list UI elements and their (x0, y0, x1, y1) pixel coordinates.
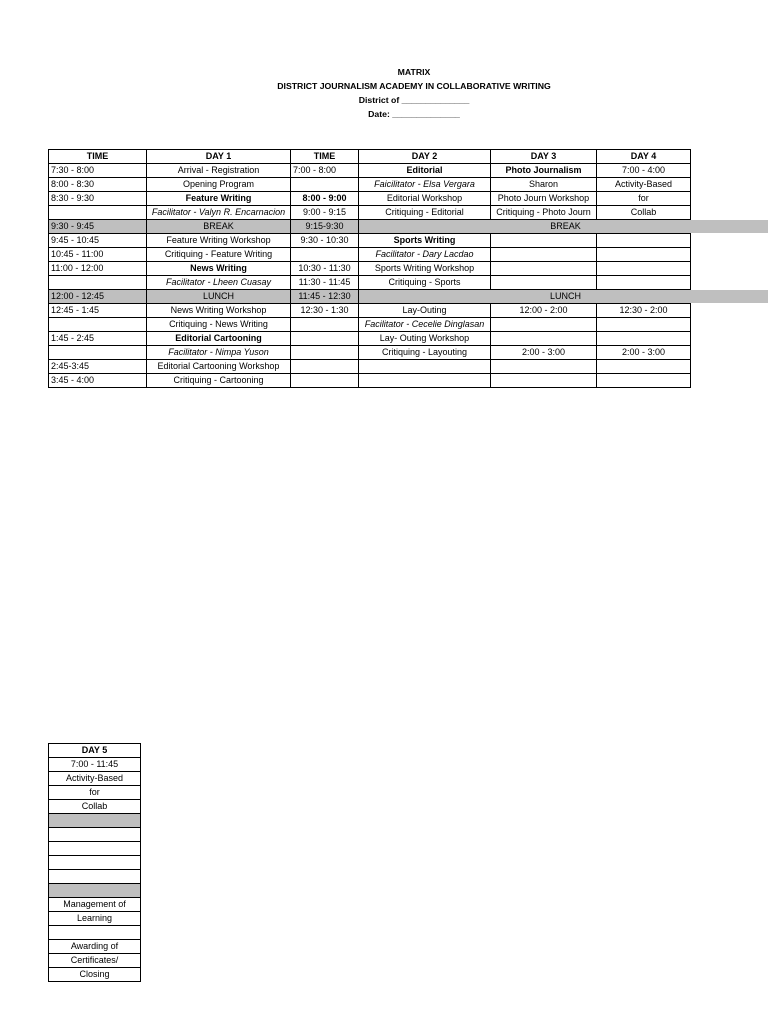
column-header-day1: DAY 1 (147, 150, 291, 164)
lunch-cell: LUNCH (359, 290, 691, 304)
day3-cell (491, 262, 597, 276)
day4-cell (597, 248, 691, 262)
schedule-row (49, 856, 141, 870)
day5-cell: Activity-Based (49, 772, 141, 786)
time2-cell: 10:30 - 11:30 (291, 262, 359, 276)
day1-cell: Facilitator - Nimpa Yuson (147, 346, 291, 360)
lunch-row (49, 290, 691, 304)
matrix-title: MATRIX (397, 67, 431, 77)
day4-cell (597, 374, 691, 388)
day3-cell: 2:00 - 3:00 (491, 346, 597, 360)
column-header-day3: DAY 3 (491, 150, 597, 164)
day2-cell: Editorial (359, 164, 491, 178)
day2-cell (359, 374, 491, 388)
day5-schedule-table (48, 743, 141, 982)
time-cell (49, 318, 147, 332)
day2-cell: Facilitator - Dary Lacdao (359, 248, 491, 262)
day4-cell (597, 276, 691, 290)
time-cell: 11:00 - 12:00 (49, 262, 147, 276)
day4-cell (597, 360, 691, 374)
day1-cell: Editorial Cartooning (147, 332, 291, 346)
time-cell: 12:45 - 1:45 (49, 304, 147, 318)
schedule-row (49, 318, 691, 332)
column-header-time2: TIME (291, 150, 359, 164)
schedule-row (49, 828, 141, 842)
time2-cell: 9:30 - 10:30 (291, 234, 359, 248)
schedule-row (49, 898, 141, 912)
schedule-row (49, 178, 691, 192)
day5-cell (49, 926, 141, 940)
day4-cell (597, 234, 691, 248)
time2-cell: 12:30 - 1:30 (291, 304, 359, 318)
time2-cell: 9:15-9:30 (291, 220, 359, 234)
time-cell: 12:00 - 12:45 (49, 290, 147, 304)
day2-cell: Sports Writing Workshop (359, 262, 491, 276)
schedule-row (49, 206, 691, 220)
day5-cell (49, 842, 141, 856)
schedule-row (49, 842, 141, 856)
day3-cell (491, 360, 597, 374)
day1-cell: Facilitator - Lheen Cuasay (147, 276, 291, 290)
column-header-day4: DAY 4 (597, 150, 691, 164)
time2-cell (291, 248, 359, 262)
schedule-row (49, 234, 691, 248)
day2-cell: Lay-Outing (359, 304, 491, 318)
schedule-matrix-table (48, 149, 691, 388)
day4-cell (597, 332, 691, 346)
day4-cell (597, 318, 691, 332)
day1-cell: Critiquing - Feature Writing (147, 248, 291, 262)
time2-cell (291, 332, 359, 346)
schedule-row (49, 926, 141, 940)
day5-shaded-cell (49, 884, 141, 898)
day3-cell (491, 248, 597, 262)
day2-cell: Editorial Workshop (359, 192, 491, 206)
time2-cell (291, 318, 359, 332)
schedule-row (49, 360, 691, 374)
time-cell (49, 276, 147, 290)
day1-cell: Critiquing - Cartooning (147, 374, 291, 388)
break-cell: BREAK (359, 220, 691, 234)
lunch-row (49, 884, 141, 898)
header-row (49, 150, 691, 164)
day3-cell (491, 234, 597, 248)
time-cell: 8:00 - 8:30 (49, 178, 147, 192)
time-cell: 1:45 - 2:45 (49, 332, 147, 346)
day5-cell (49, 828, 141, 842)
day1-cell: Opening Program (147, 178, 291, 192)
date-line: Date: ______________ (368, 109, 460, 119)
day5-cell: Learning (49, 912, 141, 926)
break-row (49, 220, 691, 234)
academy-title: DISTRICT JOURNALISM ACADEMY IN COLLABORATIVE WRITING (277, 81, 551, 91)
day4-cell: for (597, 192, 691, 206)
time-cell (49, 206, 147, 220)
day3-cell (491, 276, 597, 290)
time-cell: 7:30 - 8:00 (49, 164, 147, 178)
day2-cell: Facilitator - Cecelie Dinglasan (359, 318, 491, 332)
day2-cell: Sports Writing (359, 234, 491, 248)
schedule-row (49, 332, 691, 346)
schedule-row (49, 800, 141, 814)
day3-cell: Sharon (491, 178, 597, 192)
time2-cell: 11:45 - 12:30 (291, 290, 359, 304)
day4-cell: 12:30 - 2:00 (597, 304, 691, 318)
day5-cell: Collab (49, 800, 141, 814)
day1-cell: Critiquing - News Writing (147, 318, 291, 332)
time-cell: 8:30 - 9:30 (49, 192, 147, 206)
day2-cell: Critiquing - Sports (359, 276, 491, 290)
time2-cell (291, 360, 359, 374)
day5-shaded-cell (49, 814, 141, 828)
day1-cell: Facilitator - Valyn R. Encarnacion (147, 206, 291, 220)
schedule-row (49, 786, 141, 800)
day3-cell (491, 332, 597, 346)
district-line: District of ______________ (358, 95, 470, 105)
schedule-row (49, 248, 691, 262)
schedule-row (49, 758, 141, 772)
day5-cell (49, 870, 141, 884)
day5-cell: Awarding of (49, 940, 141, 954)
day1-cell: Editorial Cartooning Workshop (147, 360, 291, 374)
time2-cell: 11:30 - 11:45 (291, 276, 359, 290)
day5-cell: 7:00 - 11:45 (49, 758, 141, 772)
day1-cell: News Writing (147, 262, 291, 276)
schedule-row (49, 192, 691, 206)
time2-cell: 8:00 - 9:00 (291, 192, 359, 206)
schedule-row (49, 164, 691, 178)
day5-cell: Certificates/ (49, 954, 141, 968)
day2-cell: Critiquing - Layouting (359, 346, 491, 360)
break-row (49, 814, 141, 828)
time-cell: 9:30 - 9:45 (49, 220, 147, 234)
time-cell: 3:45 - 4:00 (49, 374, 147, 388)
day4-cell: Collab (597, 206, 691, 220)
day4-cell: Activity-Based (597, 178, 691, 192)
column-header-day2: DAY 2 (359, 150, 491, 164)
time2-cell: 7:00 - 8:00 (291, 164, 359, 178)
day3-cell (491, 318, 597, 332)
schedule-row (49, 870, 141, 884)
day2-cell: Faicilitator - Elsa Vergara (359, 178, 491, 192)
column-header-time: TIME (49, 150, 147, 164)
day5-cell (49, 856, 141, 870)
schedule-row (49, 968, 141, 982)
day3-cell (491, 374, 597, 388)
day5-cell: Management of (49, 898, 141, 912)
day3-cell: Critiquing - Photo Journ (491, 206, 597, 220)
lunch-cell: LUNCH (147, 290, 291, 304)
header-row (49, 744, 141, 758)
time-cell: 10:45 - 11:00 (49, 248, 147, 262)
day3-cell: Photo Journ Workshop (491, 192, 597, 206)
time2-cell: 9:00 - 9:15 (291, 206, 359, 220)
schedule-row (49, 262, 691, 276)
schedule-row (49, 304, 691, 318)
schedule-row (49, 346, 691, 360)
day1-cell: Feature Writing (147, 192, 291, 206)
schedule-row (49, 940, 141, 954)
day3-cell: Photo Journalism (491, 164, 597, 178)
day4-cell: 2:00 - 3:00 (597, 346, 691, 360)
day2-cell: Lay- Outing Workshop (359, 332, 491, 346)
time2-cell (291, 346, 359, 360)
schedule-row (49, 912, 141, 926)
day4-cell (597, 262, 691, 276)
day1-cell: Arrival - Registration (147, 164, 291, 178)
time2-cell (291, 178, 359, 192)
day3-cell: 12:00 - 2:00 (491, 304, 597, 318)
time2-cell (291, 374, 359, 388)
day1-cell: Feature Writing Workshop (147, 234, 291, 248)
schedule-row (49, 374, 691, 388)
schedule-row (49, 772, 141, 786)
day2-cell: Critiquing - Editorial (359, 206, 491, 220)
schedule-row (49, 954, 141, 968)
day4-cell: 7:00 - 4:00 (597, 164, 691, 178)
time-cell (49, 346, 147, 360)
day1-cell: News Writing Workshop (147, 304, 291, 318)
document-header (214, 65, 614, 121)
break-cell: BREAK (147, 220, 291, 234)
day2-cell (359, 360, 491, 374)
day5-cell: for (49, 786, 141, 800)
time-cell: 2:45-3:45 (49, 360, 147, 374)
column-header-day5: DAY 5 (49, 744, 141, 758)
schedule-row (49, 276, 691, 290)
time-cell: 9:45 - 10:45 (49, 234, 147, 248)
day5-cell: Closing (49, 968, 141, 982)
